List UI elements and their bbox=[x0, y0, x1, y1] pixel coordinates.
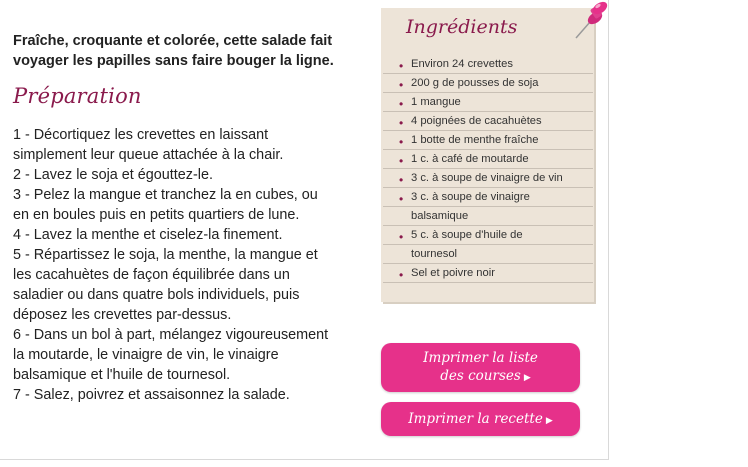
intro-line: Fraîche, croquante et colorée, cette salade fait bbox=[13, 33, 333, 49]
bullet-icon: • bbox=[399, 230, 404, 244]
step-line: 2 - Lavez le soja et égouttez-le. bbox=[13, 167, 213, 183]
content-border-right bbox=[608, 0, 609, 460]
bullet-icon: • bbox=[399, 97, 404, 111]
torn-paper-edge bbox=[381, 5, 594, 11]
step-line: 3 - Pelez la mangue et tranchez la en cubes, ou bbox=[13, 187, 318, 203]
ingredient-item: • 4 poignées de cacahuètes bbox=[383, 112, 593, 131]
step-line: 4 - Lavez la menthe et ciselez-la finement. bbox=[13, 227, 283, 243]
bullet-icon: • bbox=[399, 268, 404, 282]
bullet-icon: • bbox=[399, 59, 404, 73]
ingredient-item: • 1 botte de menthe fraîche bbox=[383, 131, 593, 150]
step-line: déposez les crevettes par-dessus. bbox=[13, 307, 232, 323]
intro-line: voyager les papilles sans faire bouger la ligne. bbox=[13, 53, 334, 69]
ingredient-item: • 1 mangue bbox=[383, 93, 593, 112]
recipe-intro bbox=[13, 31, 363, 71]
ingredient-item: • Environ 24 crevettes bbox=[383, 55, 593, 74]
preparation-title: Préparation bbox=[13, 84, 142, 108]
content-border-bottom bbox=[0, 459, 609, 460]
bullet-icon: • bbox=[399, 192, 404, 206]
ingredient-item: • Sel et poivre noir bbox=[383, 264, 593, 283]
ingredient-item: • 1 c. à café de moutarde bbox=[383, 150, 593, 169]
bullet-icon: • bbox=[399, 154, 404, 168]
ingredient-item: • 3 c. à soupe de vinaigre balsamique bbox=[383, 188, 593, 226]
step-line: 6 - Dans un bol à part, mélangez vigoureusement bbox=[13, 327, 329, 343]
bullet-icon: • bbox=[399, 173, 404, 187]
step-line: 5 - Répartissez le soja, la menthe, la mangue et bbox=[13, 247, 318, 263]
preparation-steps bbox=[13, 125, 363, 405]
step-line: balsamique et l'huile de tournesol. bbox=[13, 367, 231, 383]
step-line: en en boules puis en petits quartiers de lune. bbox=[13, 207, 300, 223]
arrow-right-icon: ▶ bbox=[523, 373, 531, 383]
bullet-icon: • bbox=[399, 135, 404, 149]
step-line: 7 - Salez, poivrez et assaisonnez la salade. bbox=[13, 387, 290, 403]
pushpin-icon bbox=[570, 0, 610, 44]
bullet-icon: • bbox=[399, 78, 404, 92]
arrow-right-icon: ▶ bbox=[545, 416, 553, 426]
step-line: la moutarde, le vinaigre de vin, le vinaigre bbox=[13, 347, 279, 363]
print-recipe-button[interactable]: Imprimer la recette ▶ bbox=[381, 402, 580, 436]
ingredients-list bbox=[383, 55, 593, 283]
ingredient-item: • 5 c. à soupe d'huile de tournesol bbox=[383, 226, 593, 264]
step-line: simplement leur queue attachée à la chair. bbox=[13, 147, 284, 163]
ingredient-item: • 3 c. à soupe de vinaigre de vin bbox=[383, 169, 593, 188]
step-line: saladier ou dans quatre bols individuels, puis bbox=[13, 287, 300, 303]
step-line: les cacahuètes de façon équilibrée dans un bbox=[13, 267, 290, 283]
bullet-icon: • bbox=[399, 116, 404, 130]
ingredients-title: Ingrédients bbox=[406, 16, 518, 38]
print-shopping-list-button[interactable]: Imprimer la liste des courses ▶ bbox=[381, 343, 580, 392]
ingredient-item: • 200 g de pousses de soja bbox=[383, 74, 593, 93]
step-line: 1 - Décortiquez les crevettes en laissant bbox=[13, 127, 269, 143]
